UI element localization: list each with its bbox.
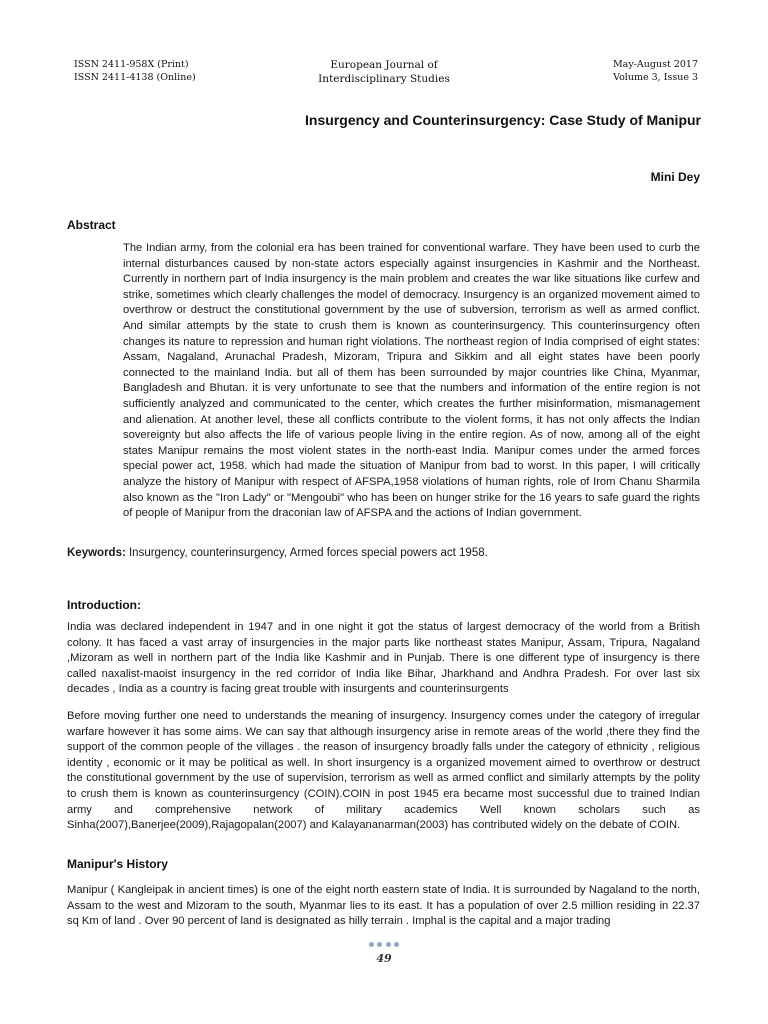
issn-print: ISSN 2411-958X (Print)	[74, 59, 189, 70]
introduction-paragraph-1: India was declared independent in 1947 and in one night it got the status of largest democracy of the world from a British colony. It has faced a vast array of insurgencies in the major parts like northeast states Manipur, Assam, Tripura, Nagaland ,Mizoram as well in northern part of the India like Kashmir and in Punjab. There is one different type of insurgency is there called naxalist-maoist insurgency in the red corridor of India like Bihar, Jharkhand and Andhra Pradesh. For over last six decades , India as a country is facing great trouble with insurgents and counterinsurgents	[67, 621, 700, 696]
keywords-text: Insurgency, counterinsurgency, Armed forces special powers act 1958.	[125, 547, 488, 559]
abstract-heading: Abstract	[67, 218, 116, 232]
keywords-label: Keywords:	[67, 547, 126, 559]
issue-volume: Volume 3, Issue 3	[613, 72, 698, 83]
author-name: Mini Dey	[650, 170, 700, 184]
issue-date: May-August 2017	[612, 59, 698, 70]
footer-dot	[369, 942, 374, 947]
journal-name-line2: Interdisciplinary Studies	[318, 73, 450, 85]
introduction-paragraph-2: Before moving further one need to understands the meaning of insurgency. Insurgency comes under the category of irregular warfare however it has some aims. We can say that although insurgency arise in remote areas of the world ,there they find the support of the common people of the villages . the reason of insurgency broadly falls under the category of ethnicity , religious identity , economic or it may be political as well. In short insurgency is a organized movement aimed to overthrow or destruct the constitutional government by the use of supervision, terrorism as well as armed conflict and similarly attempts by the polity to crush them is known as counterinsurgency (COIN).COIN in post 1945 era became most successful due to trained Indian army and comprehensive network of military academics Well known scholars such as Sinha(2007),Banerjee(2009),Rajagopalan(2007) and Kalayananarman(2003) has contributed widely on the debate of COIN.	[67, 710, 700, 832]
journal-name-line1: European Journal of	[330, 59, 438, 71]
keywords	[67, 546, 707, 562]
footer-dot	[394, 942, 399, 947]
footer-dots	[369, 942, 399, 947]
paper-title: Insurgency and Counterinsurgency: Case Study of Manipur	[305, 112, 701, 128]
footer-dot	[386, 942, 391, 947]
page-number: 49	[376, 952, 392, 965]
header-issue	[613, 58, 698, 84]
footer-dot	[377, 942, 382, 947]
history-paragraph-1: Manipur ( Kangleipak in ancient times) is one of the eight north eastern state of India. It is surrounded by Nagaland to the north, Assam to the west and Mizoram to the south, Myanmar lies to its east. It has a population of over 2.5 million residing in 22.37 sq Km of land . Over 90 percent of land is designated as hilly terrain . Imphal is the capital and a major trading	[67, 884, 700, 928]
issn-online: ISSN 2411-4138 (Online)	[74, 72, 196, 83]
abstract-text: The Indian army, from the colonial era has been trained for conventional warfare. They have been used to curb the internal disturbances caused by non-state actors especially against insurgencies in Kashmir and the Northeast. Currently in northern part of India insurgency is the main problem and creates the war like situations like curfew and strike, sometimes which clearly challenges the model of democracy. Insurgency is an organized movement aimed to overthrow or destruct the constitutional government by the use of subversion, terrorism as well as armed conflict. And similar attempts by the state to crush them is known as counterinsurgency. This counterinsurgency often changes its nature to repression and human right violations. The northeast region of India comprised of eight states: Assam, Nagaland, Arunachal Pradesh, Mizoram, Tripura and Sikkim and all eight states have been poorly connected to the mainland India. but all of them has been surrounded by major countries like China, Myanmar, Bangladesh and Bhutan. it is very unfortunate to see that the numbers and information of the entire region is not sufficiently analyzed and communicated to the center, which creates the further misinformation, mismanagement and alienation. At another level, these all conflicts contribute to the violent forms, it has not only affects the Indian sovereignty but also affects the life of various people living in the entire region. As of now, among all of the eight states Manipur remains the most violent states in the north-east India. Manipur comes under the armed forces special power act, 1958. which had made the situation of Manipur from bad to worst. In this paper, I will critically analyze the history of Manipur with respect of AFSPA,1958 violations of human rights, role of Irom Chanu Sharmila also known as the "Iron Lady" or "Mengoubi" who has been on hunger strike for the 16 years to safe guard the rights of people of Manipur from the draconian law of AFSPA and the actions of Indian government.	[123, 242, 700, 520]
introduction-heading: Introduction:	[67, 598, 141, 612]
history-heading: Manipur's History	[67, 857, 168, 871]
